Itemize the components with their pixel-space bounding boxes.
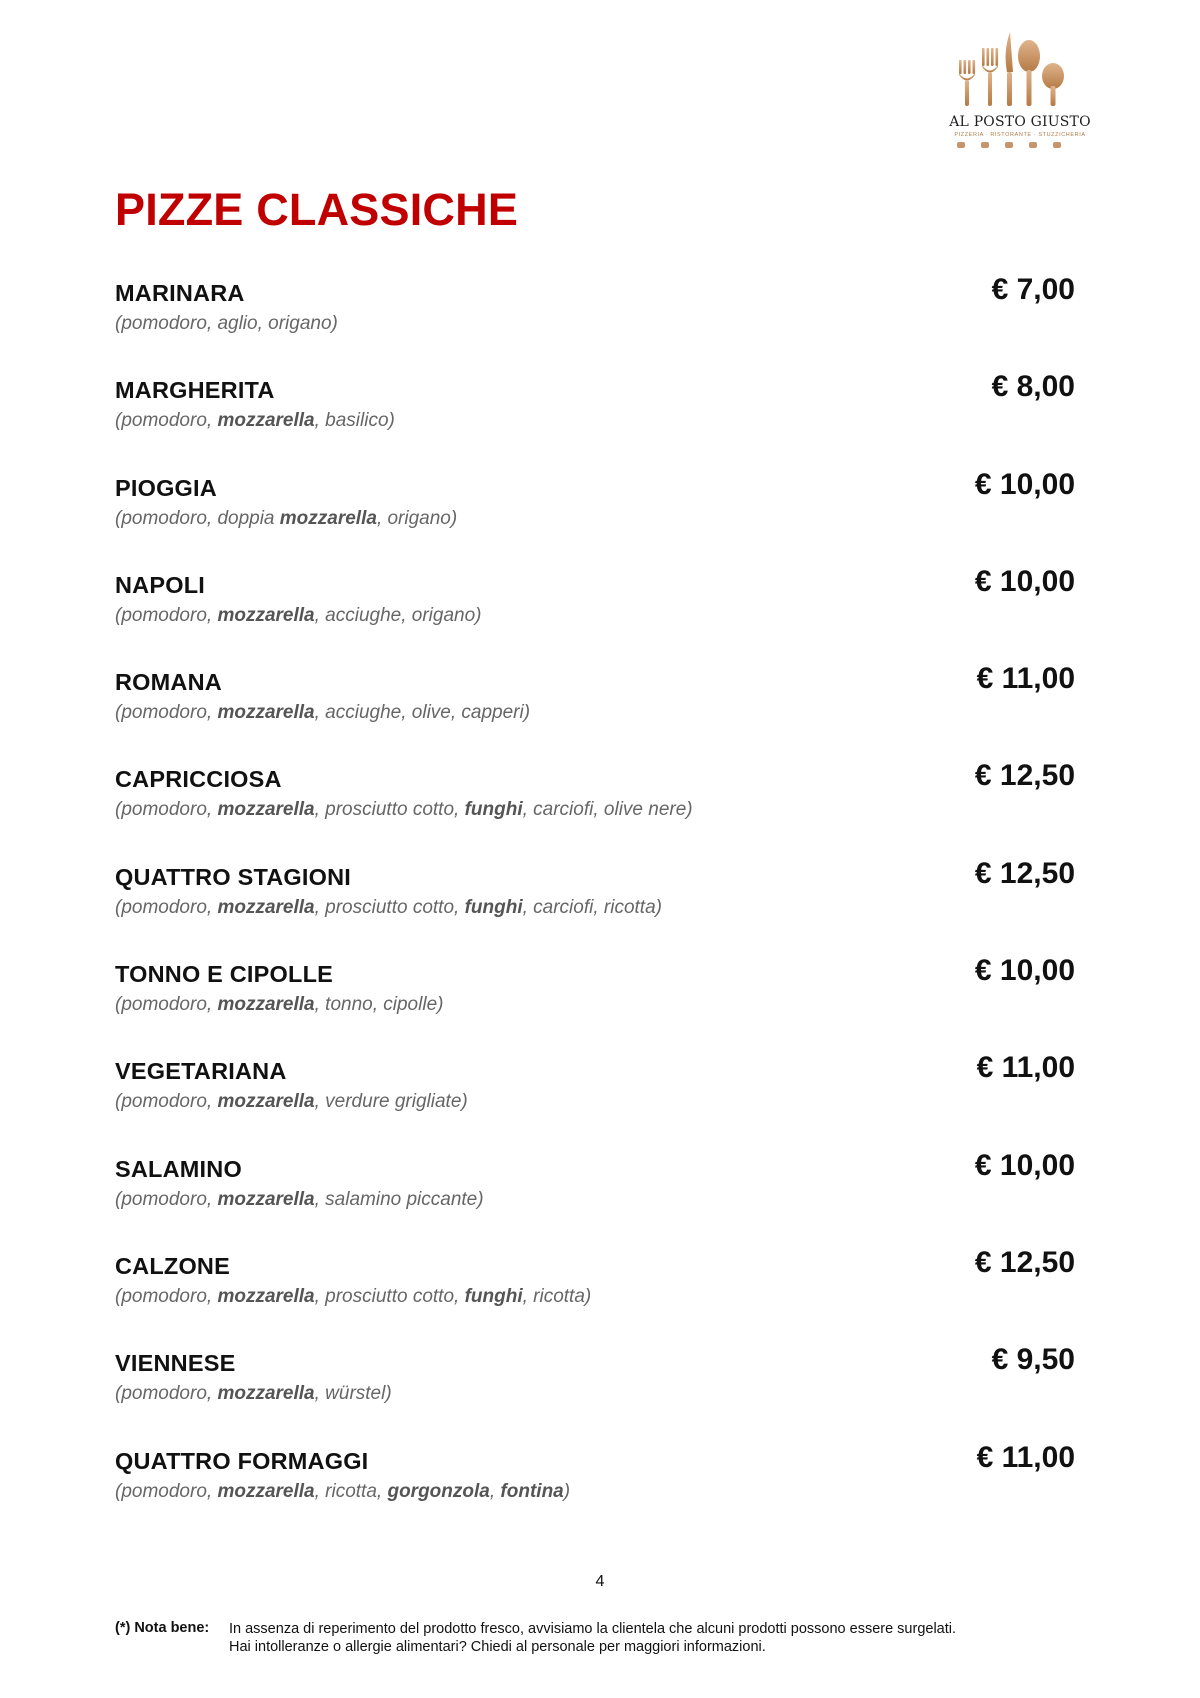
menu-item: [115, 268, 1075, 365]
footnote-text: [229, 1620, 956, 1656]
menu-item: [115, 365, 1075, 462]
menu-item-ingredients: [115, 1481, 570, 1503]
menu-item-price: € 11,00: [976, 1051, 1075, 1085]
menu-item-name: ROMANA: [115, 669, 222, 696]
menu-item-ingredients: [115, 605, 482, 627]
restaurant-logo: [935, 28, 1105, 153]
menu-item-name: VEGETARIANA: [115, 1058, 287, 1085]
menu-item-name: CALZONE: [115, 1252, 230, 1279]
ingredient-text: (pomodoro,: [115, 799, 218, 821]
menu-item-price: € 10,00: [974, 954, 1075, 988]
menu-item-ingredients: [115, 702, 530, 724]
ingredient-highlight: funghi: [464, 1285, 523, 1307]
ingredient-highlight: mozzarella: [217, 1480, 315, 1502]
menu-item-ingredients: [115, 1091, 468, 1113]
ingredient-text: (pomodoro,: [115, 1480, 218, 1502]
menu-item-name: TONNO E CIPOLLE: [115, 961, 333, 988]
menu-item-price: € 12,50: [974, 1245, 1075, 1279]
ingredient-text: , salamino piccante): [314, 1188, 484, 1210]
ingredient-text: (pomodoro,: [115, 410, 218, 432]
menu-item: [115, 463, 1075, 560]
menu-item-price: € 9,50: [991, 1343, 1075, 1377]
ingredient-text: , prosciutto cotto,: [314, 1285, 465, 1307]
page-number: 4: [595, 1573, 605, 1590]
menu-item: [115, 754, 1075, 851]
ingredient-text: (pomodoro,: [115, 1188, 218, 1210]
ingredient-highlight: fontina: [500, 1480, 564, 1502]
ingredient-text: , tonno, cipolle): [314, 994, 444, 1016]
ingredient-highlight: mozzarella: [217, 799, 315, 821]
menu-item-price: € 12,50: [974, 759, 1075, 793]
ingredient-text: ): [563, 1480, 571, 1502]
ingredient-text: , würstel): [314, 1383, 392, 1405]
menu-item-price: € 10,00: [974, 467, 1075, 501]
ingredient-text: (pomodoro,: [115, 1383, 218, 1405]
menu-item-name: SALAMINO: [115, 1155, 242, 1182]
menu-item: [115, 657, 1075, 754]
ingredient-highlight: funghi: [464, 799, 523, 821]
ingredient-highlight: mozzarella: [217, 1383, 315, 1405]
ingredient-text: ,: [489, 1480, 501, 1502]
ingredient-highlight: funghi: [464, 896, 523, 918]
menu-item-ingredients: [115, 1189, 484, 1211]
ingredient-text: , acciughe, origano): [314, 604, 482, 626]
ingredient-text: , verdure grigliate): [314, 1091, 468, 1113]
ingredient-highlight: mozzarella: [217, 410, 315, 432]
logo-subtitle: PIZZERIA · RISTORANTE · STUZZICHERIA: [954, 132, 1086, 138]
logo-dots-icon: [935, 140, 1105, 152]
menu-item-name: MARINARA: [115, 280, 245, 306]
menu-item-name: QUATTRO STAGIONI: [115, 863, 352, 890]
menu-item: [115, 1338, 1075, 1435]
menu-item-name: QUATTRO FORMAGGI: [115, 1447, 369, 1474]
menu-item: [115, 949, 1075, 1046]
ingredient-text: , prosciutto cotto,: [314, 799, 465, 821]
ingredient-highlight: mozzarella: [279, 507, 377, 529]
ingredient-highlight: mozzarella: [217, 702, 315, 724]
menu-item-ingredients: [115, 1383, 392, 1405]
ingredient-highlight: mozzarella: [217, 896, 315, 918]
ingredient-text: , basilico): [314, 410, 395, 432]
menu-item-price: € 7,00: [991, 273, 1075, 306]
menu-item: [115, 1436, 1075, 1533]
ingredient-highlight: gorgonzola: [387, 1480, 490, 1502]
ingredient-text: (pomodoro,: [115, 994, 218, 1016]
menu-item-name: VIENNESE: [115, 1350, 236, 1377]
ingredient-text: (pomodoro, doppia: [115, 507, 280, 529]
footnote-line-2: Hai intolleranze o allergie alimentari? Chiedi al personale per maggiori informazioni.: [229, 1639, 766, 1655]
ingredient-text: (pomodoro,: [115, 604, 218, 626]
ingredient-highlight: mozzarella: [217, 1285, 315, 1307]
menu-item-name: MARGHERITA: [115, 377, 275, 404]
ingredient-highlight: mozzarella: [217, 1188, 315, 1210]
menu-item-price: € 11,00: [976, 662, 1075, 696]
ingredient-text: (pomodoro, aglio, origano): [115, 313, 338, 334]
ingredient-text: (pomodoro,: [115, 896, 218, 918]
footnote-label: (*) Nota bene:: [115, 1620, 210, 1636]
ingredient-text: (pomodoro,: [115, 702, 218, 724]
menu-item-ingredients: [115, 897, 662, 919]
menu-item: [115, 1144, 1075, 1241]
ingredient-text: , acciughe, olive, capperi): [314, 702, 531, 724]
logo-name: AL POSTO GIUSTO: [949, 114, 1091, 130]
menu-item-price: € 10,00: [974, 564, 1075, 598]
ingredient-text: (pomodoro,: [115, 1091, 218, 1113]
menu-item: [115, 560, 1075, 657]
section-title: PIZZE CLASSICHE: [115, 184, 519, 235]
menu-item-price: € 8,00: [991, 370, 1075, 404]
cutlery-icon: [935, 28, 1105, 118]
menu-item-ingredients: [115, 1286, 591, 1308]
menu-item-name: CAPRICCIOSA: [115, 766, 282, 793]
ingredient-text: , carciofi, olive nere): [522, 799, 693, 821]
menu-item: [115, 852, 1075, 949]
ingredient-text: , prosciutto cotto,: [314, 896, 465, 918]
menu-item: [115, 1241, 1075, 1338]
ingredient-text: , origano): [376, 507, 458, 529]
menu-list: [115, 268, 1075, 1533]
menu-item-ingredients: [115, 799, 693, 821]
menu-item-ingredients: [115, 994, 443, 1016]
menu-item-price: € 12,50: [974, 856, 1075, 890]
ingredient-highlight: mozzarella: [217, 994, 315, 1016]
ingredient-highlight: mozzarella: [217, 604, 315, 626]
menu-item-ingredients: [115, 313, 338, 335]
menu-item-price: € 10,00: [974, 1148, 1075, 1182]
ingredient-highlight: mozzarella: [217, 1091, 315, 1113]
ingredient-text: , carciofi, ricotta): [522, 896, 662, 918]
menu-item-ingredients: [115, 410, 395, 432]
menu-item-ingredients: [115, 508, 457, 530]
ingredient-text: , ricotta): [522, 1285, 592, 1307]
ingredient-text: (pomodoro,: [115, 1285, 218, 1307]
menu-item-name: NAPOLI: [115, 571, 205, 598]
footnote-line-1: In assenza di reperimento del prodotto fresco, avvisiamo la clientela che alcuni prodotti possono essere surgelati.: [229, 1621, 957, 1637]
ingredient-text: , ricotta,: [314, 1480, 388, 1502]
menu-item-name: PIOGGIA: [115, 474, 217, 501]
menu-item: [115, 1046, 1075, 1143]
menu-item-price: € 11,00: [976, 1440, 1075, 1474]
